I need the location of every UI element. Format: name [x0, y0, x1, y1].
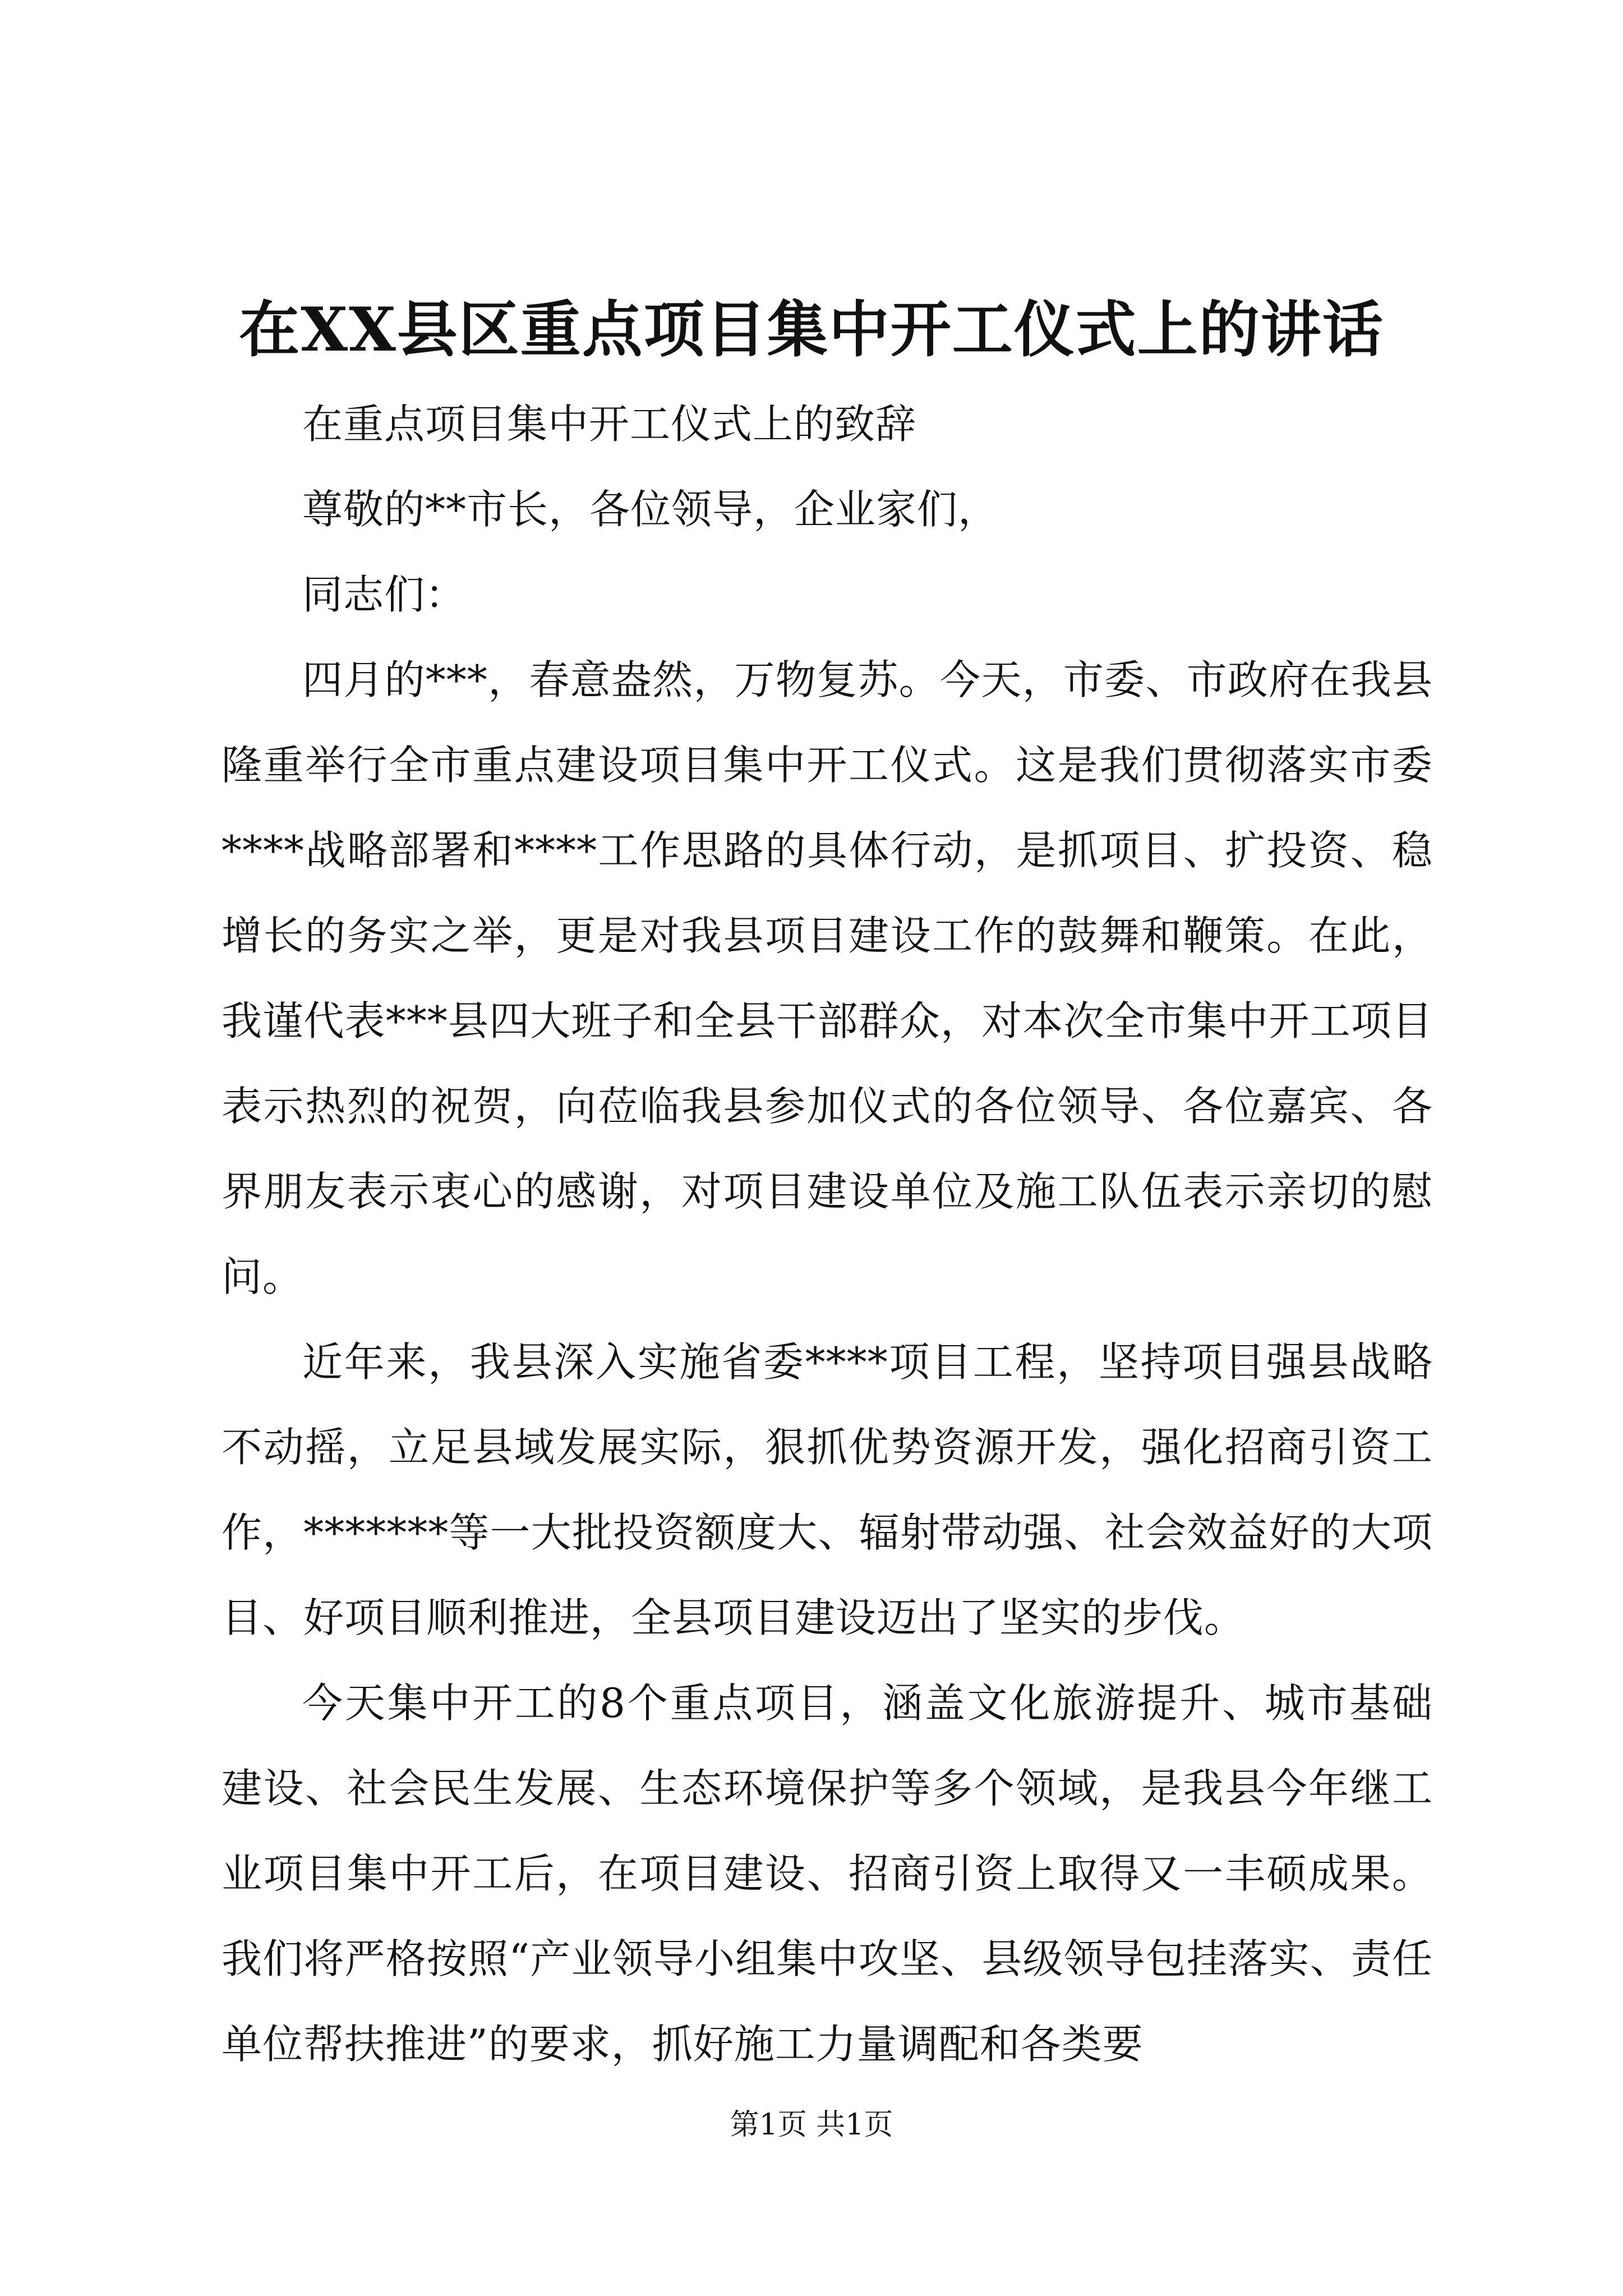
page-number-footer: 第1页 共1页 [730, 2108, 893, 2142]
document-body [222, 381, 1433, 2087]
speech-subtitle-paragraph: 在重点项目集中开工仪式上的致辞 [302, 401, 917, 448]
body-paragraph-2: 近年来，我县深入实施省委****项目工程，坚持项目强县战略不动摇，立足县域发展实际，狠抓优势资源开发，强化招商引资工作，*******等一大批投资额度大、辐射带动强、社会效益好的大项目、好项目顺利推进，全县项目建设迈出了坚实的步伐。 [222, 1338, 1433, 1641]
body-paragraph-1: 四月的***，春意盎然，万物复苏。今天，市委、市政府在我县隆重举行全市重点建设项目集中开工仪式。这是我们贯彻落实市委****战略部署和****工作思路的具体行动，是抓项目、扩投资、稳增长的务实之举，更是对我县项目建设工作的鼓舞和鞭策。在此，我谨代表***县四大班子和全县干部群众，对本次全市集中开工项目表示热烈的祝贺，向莅临我县参加仪式的各位领导、各位嘉宾、各界朋友表示衷心的感谢，对项目建设单位及施工队伍表示亲切的慰问。 [222, 656, 1433, 1300]
body-paragraph-3: 今天集中开工的8个重点项目，涵盖文化旅游提升、城市基础建设、社会民生发展、生态环境保护等多个领域，是我县今年继工业项目集中开工后，在项目建设、招商引资上取得又一丰硕成果。我们将严格按照“产业领导小组集中攻坚、县级领导包挂落实、责任单位帮扶推进”的要求，抓好施工力量调配和各类要 [222, 1680, 1433, 2068]
salutation-continued-paragraph: 同志们： [302, 571, 467, 618]
salutation-paragraph: 尊敬的**市长，各位领导，企业家们， [302, 486, 999, 533]
document-title: 在XX县区重点项目集中开工仪式上的讲话 [239, 295, 1384, 365]
